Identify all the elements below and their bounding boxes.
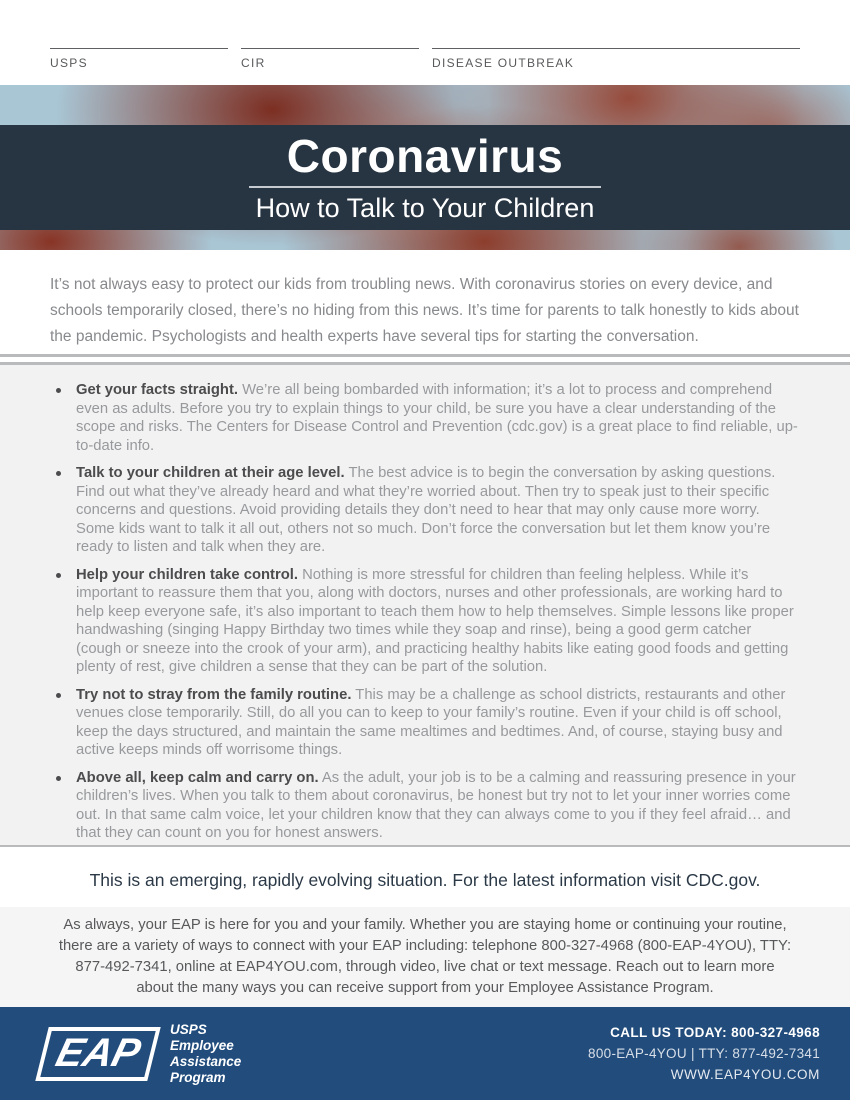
tips-section [0,365,850,845]
eap-info-paragraph: As always, your EAP is here for you and your family. Whether you are staying home or continuing your routine, there are a variety of ways to connect with your EAP including: telephone 800-327-4968 (800-EAP-4YOU), TTY: 877-492-7341, online at EAP4YOU.com, through video, live chat or text message. Reach out to learn more about the many ways you can receive support from your Employee Assistance Program. [58,917,792,996]
org-line-assistance: Assistance [170,1053,242,1069]
title-underline [249,186,601,188]
call-us-today: CALL US TODAY: 800-327-4968 [610,1025,820,1040]
tips-list [50,381,800,843]
footer-bar [0,1007,850,1100]
tip-body: Nothing is more stressful for children than feeling helpless. While it’s important to reassure them that you, along with doctors, nurses and other professionals, are working hard to help keep everyone safe, it’s also important to teach them how to help themselves. Simple lessons like proper handwashing (singing Happy Birthday two times while they soap and rinse), being a good germ catcher (cough or sneeze into the crook of your arm), and practicing healthy habits like eating good foods and getting plenty of rest, give children a sense that they can be part of the solution. [76,566,794,675]
header-label-disease-outbreak: DISEASE OUTBREAK [432,48,800,70]
tip-item-family-routine [50,686,800,760]
tip-lead: Get your facts straight. [76,382,238,398]
eap-logo [35,1027,160,1081]
tip-item-take-control [50,566,800,677]
eap-org-name [170,1022,241,1086]
header-label-usps: USPS [50,48,228,70]
page-subtitle: How to Talk to Your Children [255,193,595,223]
tip-body: As the adult, your job is to be a calming and reassuring presence in your children’s lives. When you talk to them about coronavirus, be honest but try not to let your inner worries come out. In that same calm voice, let your children know that they can always come to you if they feel afraid… and that they can count on you for honest answers. [76,769,796,841]
org-line-program: Program [170,1069,226,1085]
banner-virus-texture [0,85,850,250]
tip-body: This may be a challenge as school districts, restaurants and other venues close temporarily. Still, do all you can to keep to your family’s routine. Even if your child is off school, keep the days structured, and maintain the same mealtimes and bedtimes. And, of course, staying busy and active keeps minds off worrisome things. [76,686,786,758]
org-line-usps: USPS [170,1021,207,1037]
banner-title-band [0,125,850,230]
header-label-cir: CIR [241,48,419,70]
tip-body: The best advice is to begin the conversation by asking questions. Find out what they’ve already heard and what they’re worried about. Then try to speak just to their specific concerns and questions. Avoid providing details they don’t need to hear that may only cause more worry. Some kids want to talk it all out, others not so much. Don’t force the conversation but let them know you’re ready to listen and talk when they are. [76,465,776,555]
org-line-employee: Employee [170,1037,234,1053]
tip-body: We’re all being bombarded with information; it’s a lot to process and comprehend even as adults. Before you try to explain things to your child, be sure you have a clear understanding of the scope and risks. The Centers for Disease Control and Prevention (cdc.gov) is a great place to find reliable, up-to-date info. [76,382,798,454]
divider-top [0,354,850,365]
tip-item-age-level [50,464,800,557]
tip-item-facts [50,381,800,455]
eap-brand [42,1022,241,1086]
eap-info-section [0,907,850,1007]
cdc-notice: This is an emerging, rapidly evolving situation. For the latest information visit CDC.gov. [0,853,850,907]
website-url: WWW.EAP4YOU.COM [670,1067,820,1082]
tip-lead: Above all, keep calm and carry on. [76,769,319,786]
eap-logo-text: EAP [51,1030,145,1074]
footer-contact-block [588,1025,820,1082]
tip-lead: Help your children take control. [76,566,298,583]
intro-paragraph: It’s not always easy to protect our kids from troubling news. With coronavirus stories on every device, and schools temporarily closed, there’s no hiding from this news. It’s time for parents to talk honestly to kids about the pandemic. Psychologists and health experts have several tips for starting the conversation. [50,276,799,345]
tip-lead: Try not to stray from the family routine. [76,686,352,703]
phone-tty-line: 800-EAP-4YOU | TTY: 877-492-7341 [588,1046,820,1061]
page-title: Coronavirus [286,130,564,182]
tip-item-keep-calm [50,769,800,843]
document-header [50,48,800,70]
tip-lead: Talk to your children at their age level. [76,465,345,481]
